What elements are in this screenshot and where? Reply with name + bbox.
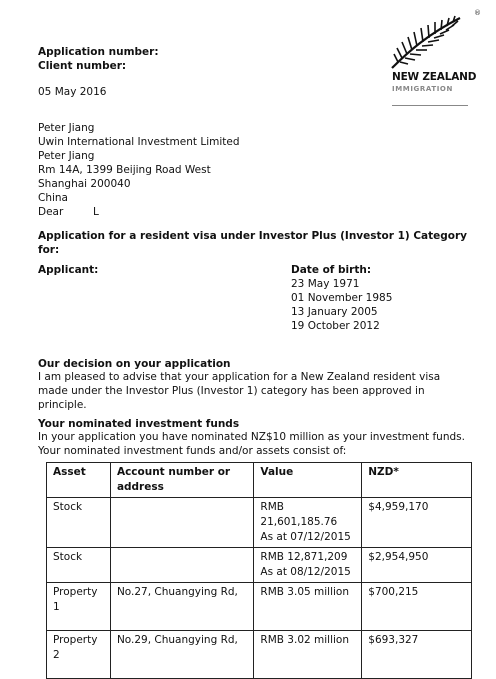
address-line: Peter Jiang — [38, 150, 95, 162]
salutation-initial: L — [93, 206, 99, 218]
value-line: As at 07/12/2015 — [260, 531, 351, 543]
account-cell: No.27, Chuangying Rd, — [110, 583, 253, 631]
address-line: Peter Jiang — [38, 122, 95, 134]
dob-label: Date of birth: — [291, 264, 372, 276]
application-number-label: Application number: — [38, 46, 159, 58]
subject-line-continued: for: — [38, 244, 60, 256]
address-line: China — [38, 192, 68, 204]
account-cell: No.29, Chuangying Rd, — [110, 631, 253, 679]
address-line: Shanghai 200040 — [38, 178, 131, 190]
client-number-label: Client number: — [38, 60, 127, 72]
paragraph-line: I am pleased to advise that your application for a New Zealand resident visa — [38, 371, 441, 383]
table-header-row — [47, 463, 472, 498]
dob-item: 01 November 1985 — [291, 292, 393, 304]
value-line: As at 08/12/2015 — [260, 566, 351, 578]
brand-divider — [392, 105, 468, 106]
header-line: Account number or — [116, 466, 231, 478]
silver-fern-icon — [388, 12, 478, 70]
funds-heading: Your nominated investment funds — [38, 418, 240, 430]
dob-list — [291, 277, 392, 333]
paragraph-line: principle. — [38, 399, 87, 411]
address-line: Rm 14A, 1399 Beijing Road West — [38, 164, 211, 176]
column-header-asset: Asset — [47, 463, 111, 498]
paragraph-line: made under the Investor Plus (Investor 1) category has been approved in — [38, 385, 425, 397]
value-line: 21,601,185.76 — [260, 516, 338, 528]
brand-subtitle: IMMIGRATION — [392, 85, 453, 93]
table-row — [47, 498, 472, 548]
value-line: RMB 12,871,209 — [260, 551, 348, 563]
letter-date: 05 May 2016 — [38, 86, 107, 98]
funds-paragraph — [38, 430, 465, 458]
dob-item: 23 May 1971 — [291, 278, 360, 290]
column-header-value: Value — [254, 463, 362, 498]
value-cell — [254, 548, 362, 583]
asset-cell: Property 2 — [47, 631, 111, 679]
asset-cell: Stock — [47, 548, 111, 583]
address-line: Uwin International Investment Limited — [38, 136, 240, 148]
paragraph-line: In your application you have nominated NZ$10 million as your investment funds. — [38, 431, 465, 443]
salutation-dear: Dear — [38, 206, 64, 218]
column-header-nzd: NZD* — [362, 463, 472, 498]
decision-heading: Our decision on your application — [38, 358, 231, 370]
value-line: RMB — [260, 501, 284, 513]
value-line: RMB 3.02 million — [260, 634, 349, 646]
value-cell — [254, 631, 362, 679]
account-cell — [110, 548, 253, 583]
value-cell — [254, 498, 362, 548]
investment-funds-table — [46, 462, 472, 679]
registered-mark: ® — [474, 9, 481, 17]
header-line: address — [116, 481, 164, 493]
applicant-label: Applicant: — [38, 264, 99, 276]
dob-item: 19 October 2012 — [291, 320, 380, 332]
account-cell — [110, 498, 253, 548]
dob-item: 13 January 2005 — [291, 306, 378, 318]
recipient-address — [38, 121, 240, 205]
nzd-cell: $693,327 — [362, 631, 472, 679]
nzd-cell: $2,954,950 — [362, 548, 472, 583]
value-cell — [254, 583, 362, 631]
table-row — [47, 548, 472, 583]
table-row — [47, 631, 472, 679]
column-header-account — [110, 463, 253, 498]
value-line: RMB 3.05 million — [260, 586, 349, 598]
table-row — [47, 583, 472, 631]
asset-cell: Property 1 — [47, 583, 111, 631]
nzd-cell: $700,215 — [362, 583, 472, 631]
asset-cell: Stock — [47, 498, 111, 548]
decision-paragraph — [38, 370, 440, 412]
subject-line: Application for a resident visa under Investor Plus (Investor 1) Category — [38, 230, 468, 242]
paragraph-line: Your nominated investment funds and/or assets consist of: — [38, 445, 347, 457]
brand-name: NEW ZEALAND — [392, 71, 477, 83]
nzd-cell: $4,959,170 — [362, 498, 472, 548]
